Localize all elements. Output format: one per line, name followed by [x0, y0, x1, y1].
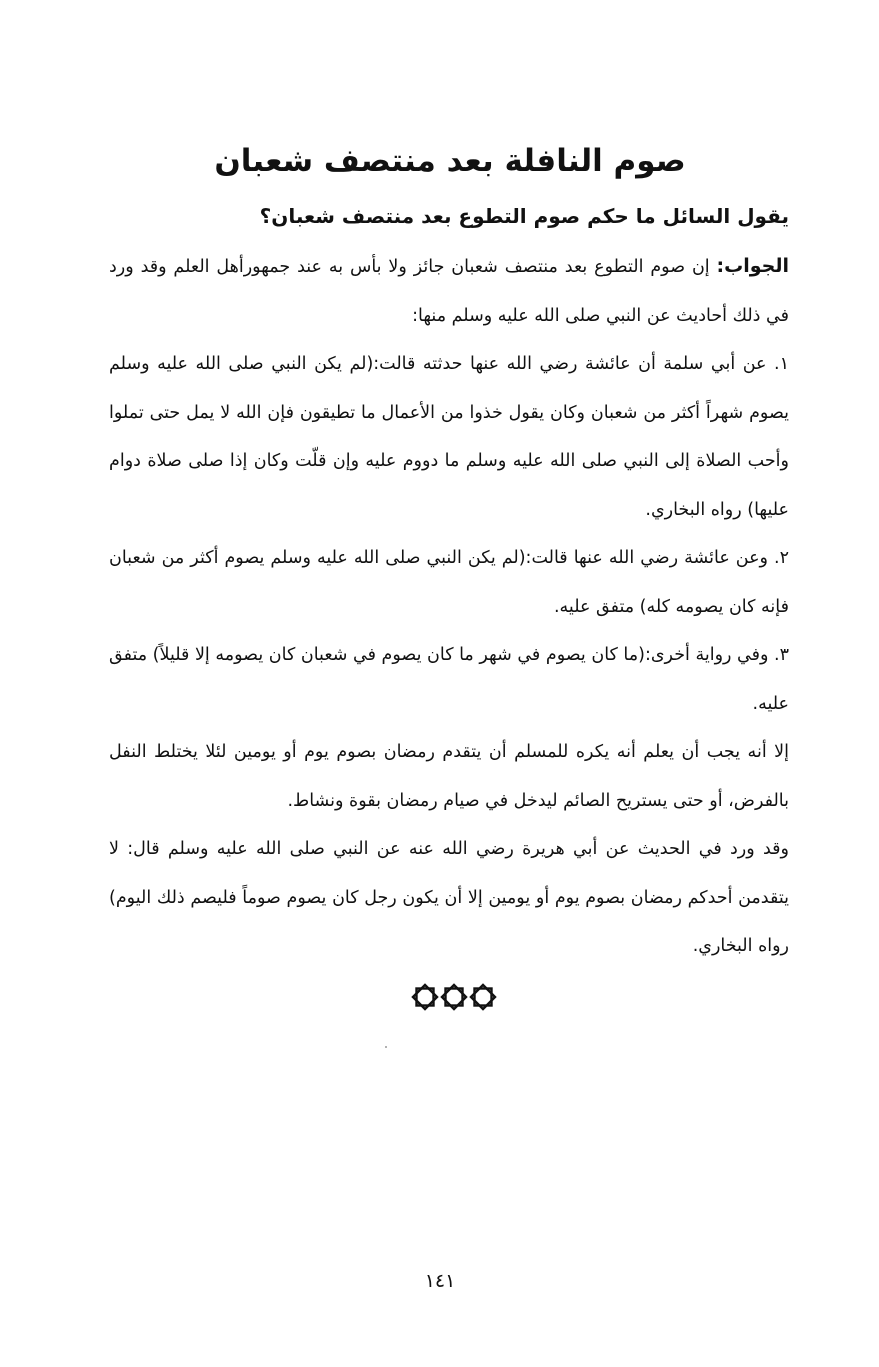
answer-text: إن صوم التطوع بعد منتصف شعبان جائز ولا بأس به عند جمهورأهل العلم وقد ورد في ذلك أحاديث عن النبي صلى الله عليه وسلم منها: [109, 257, 789, 326]
hadith-paragraph-1: ١. عن أبي سلمة أن عائشة رضي الله عنها حدثته قالت:(لم يكن النبي صلى الله عليه وسلم يصوم شهراً أكثر من شعبان وكان يقول خذوا من الأعمال ما تطيقون فإن الله لا يمل حتى تملوا وأحب الصلاة إلى النبي صلى الله عليه وسلم ما دووم عليه وإن قلّت وكان إذا صلى صلاة دوام عليها) رواه البخاري. [109, 354, 789, 520]
scan-speck [385, 1046, 387, 1048]
answer-paragraph [109, 242, 789, 340]
hadith-paragraph-3: ٣. وفي رواية أخرى:(ما كان يصوم في شهر ما كان يصوم في شعبان كان يصومه إلا قليلاً) متفق عليه. [109, 645, 789, 714]
page-number: ١٤١ [424, 1270, 456, 1292]
hadith-paragraph-2: ٢. وعن عائشة رضي الله عنها قالت:(لم يكن النبي صلى الله عليه وسلم يصوم أكثر من شعبان فإنه كان يصومه كله) متفق عليه. [109, 548, 789, 617]
hadith-paragraph-4: وقد ورد في الحديث عن أبي هريرة رضي الله عنه عن النبي صلى الله عليه وسلم قال: لا يتقدمن أحدكم رمضان بصوم يوم أو يومين إلا أن يكون رجل كان يصوم صوماً فليصم ذلك اليوم) رواه البخاري. [109, 839, 789, 956]
three-star-ornament-icon [411, 980, 497, 1014]
body-text [109, 242, 789, 971]
note-paragraph: إلا أنه يجب أن يعلم أنه يكره للمسلم أن يتقدم رمضان بصوم يوم أو يومين لئلا يختلط النفل بالفرض، أو حتى يستريح الصائم ليدخل في صيام رمضان بقوة ونشاط. [109, 742, 789, 811]
answer-label: الجواب: [716, 255, 789, 277]
question-text: يقول السائل ما حكم صوم التطوع بعد منتصف شعبان؟ [259, 204, 789, 228]
page-title: صوم النافلة بعد منتصف شعبان [214, 143, 686, 179]
